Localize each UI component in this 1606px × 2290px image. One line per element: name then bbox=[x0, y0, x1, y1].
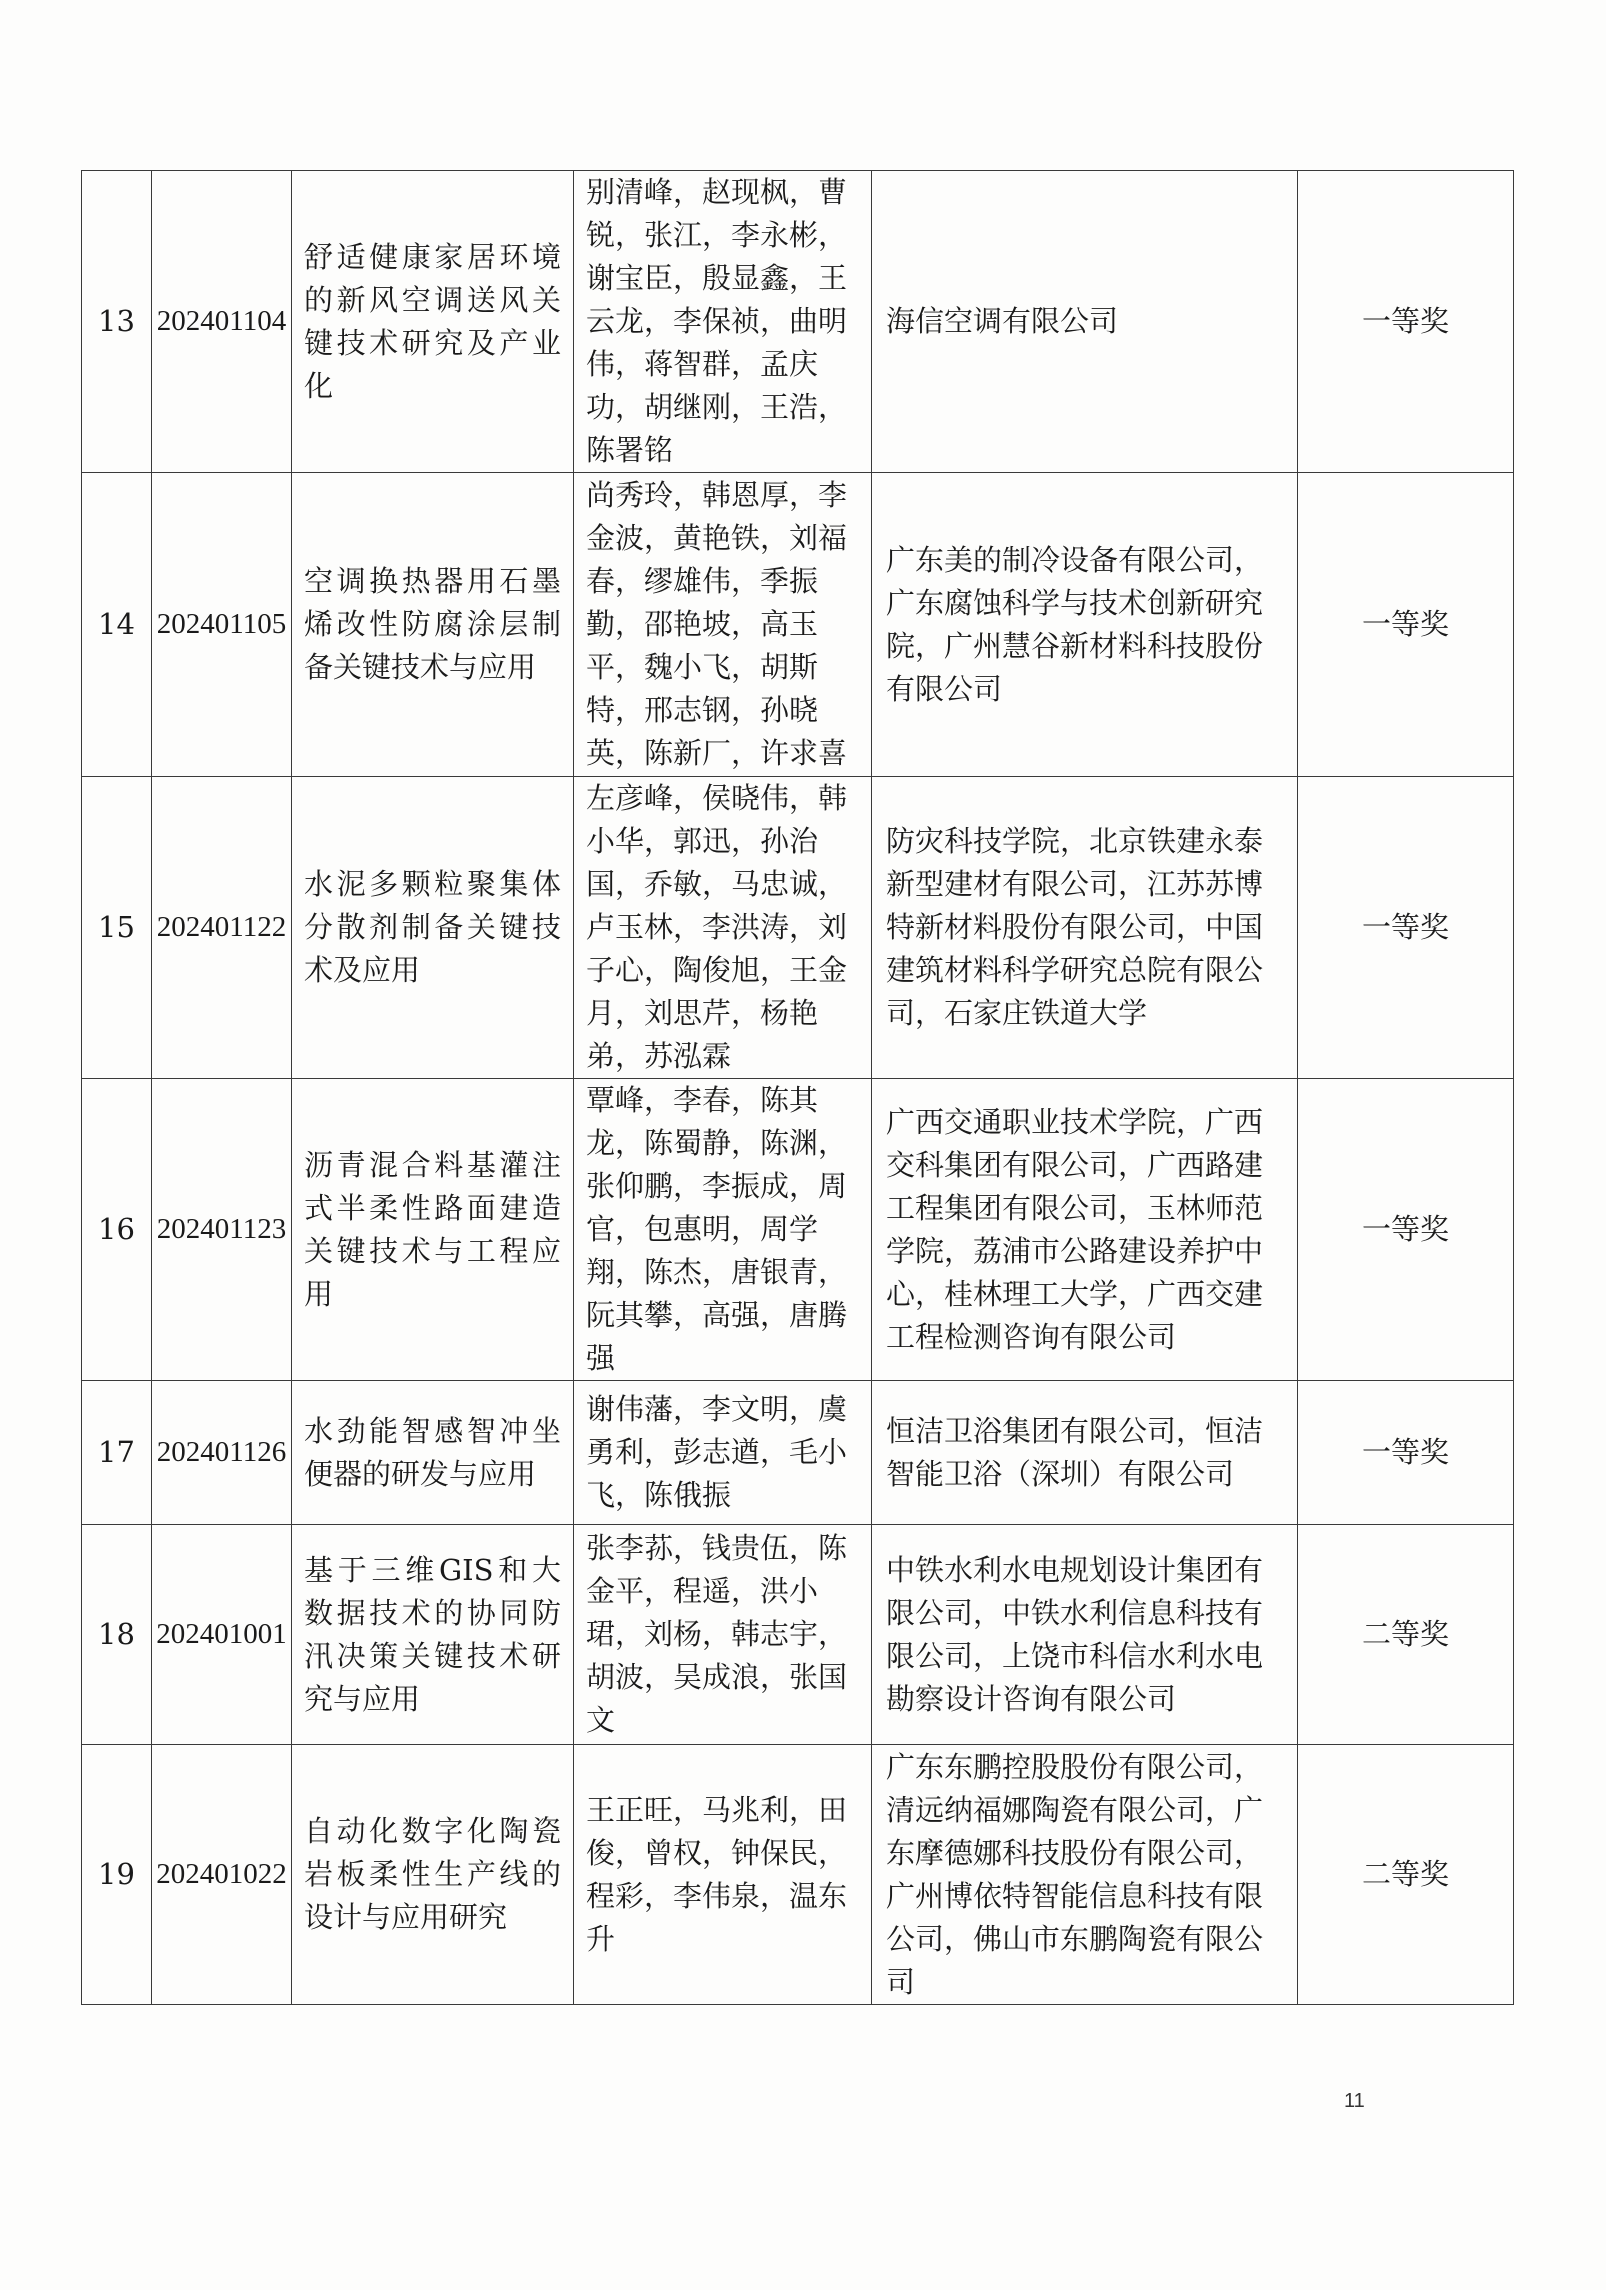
row-number-cell bbox=[82, 1381, 152, 1525]
award-level: 一等奖 bbox=[1361, 910, 1449, 944]
award-level: 二等奖 bbox=[1361, 1617, 1449, 1651]
project-title: 空调换热器用石墨烯改性防腐涂层制备关键技术与应用 bbox=[304, 564, 561, 684]
project-title-cell bbox=[292, 777, 574, 1079]
contributors-cell bbox=[574, 473, 872, 777]
award-level-cell bbox=[1298, 1745, 1514, 2005]
project-id: 202401001 bbox=[156, 1618, 287, 1650]
contributors: 覃峰，李春，陈其龙，陈蜀静，陈渊，张仰鹏，李振成，周官，包惠明，周学翔，陈杰，唐银青，阮其攀，高强，唐腾强 bbox=[586, 1083, 848, 1375]
table-row bbox=[82, 171, 1514, 473]
award-level: 一等奖 bbox=[1361, 304, 1449, 338]
project-title: 水泥多颗粒聚集体分散剂制备关键技术及应用 bbox=[304, 867, 561, 987]
project-id-cell bbox=[152, 171, 292, 473]
award-level-cell bbox=[1298, 171, 1514, 473]
organizations-cell bbox=[872, 777, 1298, 1079]
organizations-cell bbox=[872, 171, 1298, 473]
table-row bbox=[82, 1381, 1514, 1525]
organizations: 防灾科技学院，北京铁建永泰新型建材有限公司，江苏苏博特新材料股份有限公司，中国建筑材料科学研究总院有限公司，石家庄铁道大学 bbox=[886, 824, 1264, 1030]
organizations-cell bbox=[872, 1381, 1298, 1525]
row-number: 19 bbox=[98, 1857, 135, 1891]
contributors: 别清峰，赵现枫，曹锐，张江，李永彬，谢宝臣，殷显鑫，王云龙，李保祯，曲明伟，蒋智群，孟庆功，胡继刚，王浩，陈署铭 bbox=[586, 175, 848, 467]
project-title-cell bbox=[292, 473, 574, 777]
contributors: 尚秀玲，韩恩厚，李金波，黄艳铁，刘福春，缪雄伟，季振勤，邵艳坡，高玉平，魏小飞，胡斯特，邢志钢，孙晓英，陈新厂，许求喜 bbox=[586, 478, 848, 770]
project-id-cell bbox=[152, 1381, 292, 1525]
project-id-cell bbox=[152, 1079, 292, 1381]
row-number-cell bbox=[82, 171, 152, 473]
row-number-cell bbox=[82, 1525, 152, 1745]
organizations: 恒洁卫浴集团有限公司，恒洁智能卫浴（深圳）有限公司 bbox=[886, 1413, 1264, 1491]
row-number: 17 bbox=[98, 1435, 135, 1469]
project-id-cell bbox=[152, 1745, 292, 2005]
project-id-cell bbox=[152, 473, 292, 777]
contributors-cell bbox=[574, 171, 872, 473]
project-id-cell bbox=[152, 1525, 292, 1745]
awards-table bbox=[81, 170, 1514, 2005]
row-number: 13 bbox=[98, 304, 135, 338]
organizations-cell bbox=[872, 473, 1298, 777]
organizations-cell bbox=[872, 1745, 1298, 2005]
row-number: 18 bbox=[98, 1617, 135, 1651]
project-title: 沥青混合料基灌注式半柔性路面建造关键技术与工程应用 bbox=[304, 1147, 561, 1311]
contributors: 谢伟藩，李文明，虞勇利，彭志遒，毛小飞，陈俄振 bbox=[586, 1392, 848, 1512]
row-number: 15 bbox=[98, 910, 135, 944]
project-title: 基于三维GIS和大数据技术的协同防汛决策关键技术研究与应用 bbox=[304, 1552, 561, 1716]
project-id: 202401126 bbox=[156, 1436, 287, 1468]
project-title-cell bbox=[292, 1745, 574, 2005]
award-level: 二等奖 bbox=[1361, 1857, 1449, 1891]
award-level: 一等奖 bbox=[1361, 1435, 1449, 1469]
organizations-cell bbox=[872, 1079, 1298, 1381]
organizations: 广东美的制冷设备有限公司，广东腐蚀科学与技术创新研究院，广州慧谷新材料科技股份有限公司 bbox=[886, 542, 1264, 706]
project-title-cell bbox=[292, 1381, 574, 1525]
row-number: 14 bbox=[98, 607, 135, 641]
award-level-cell bbox=[1298, 1381, 1514, 1525]
contributors: 张李荪，钱贵伍，陈金平，程遥，洪小珺，刘杨，韩志宇，胡波，吴成浪，张国文 bbox=[586, 1531, 848, 1737]
award-level-cell bbox=[1298, 473, 1514, 777]
contributors-cell bbox=[574, 1079, 872, 1381]
table-row bbox=[82, 777, 1514, 1079]
table-row bbox=[82, 473, 1514, 777]
project-id: 202401122 bbox=[156, 911, 287, 943]
project-id-cell bbox=[152, 777, 292, 1079]
award-level: 一等奖 bbox=[1361, 1212, 1449, 1246]
project-title: 水劲能智感智冲坐便器的研发与应用 bbox=[304, 1413, 561, 1491]
organizations: 广东东鹏控股股份有限公司，清远纳福娜陶瓷有限公司，广东摩德娜科技股份有限公司，广州博依特智能信息科技有限公司，佛山市东鹏陶瓷有限公司 bbox=[886, 1749, 1264, 1999]
contributors: 左彦峰，侯晓伟，韩小华，郭迅，孙治国，乔敏，马忠诚，卢玉林，李洪涛，刘子心，陶俊旭，王金月，刘思芹，杨艳弟，苏泓霖 bbox=[586, 781, 848, 1073]
project-id: 202401105 bbox=[156, 608, 287, 640]
organizations: 海信空调有限公司 bbox=[886, 304, 1119, 338]
award-level-cell bbox=[1298, 777, 1514, 1079]
contributors-cell bbox=[574, 1745, 872, 2005]
organizations: 中铁水利水电规划设计集团有限公司，中铁水利信息科技有限公司，上饶市科信水利水电勘察设计咨询有限公司 bbox=[886, 1552, 1264, 1716]
row-number-cell bbox=[82, 777, 152, 1079]
project-title-cell bbox=[292, 171, 574, 473]
page-number: 11 bbox=[1344, 2090, 1365, 2112]
organizations: 广西交通职业技术学院，广西交科集团有限公司，广西路建工程集团有限公司，玉林师范学院，荔浦市公路建设养护中心，桂林理工大学，广西交建工程检测咨询有限公司 bbox=[886, 1104, 1264, 1354]
row-number-cell bbox=[82, 1079, 152, 1381]
row-number-cell bbox=[82, 1745, 152, 2005]
row-number: 16 bbox=[98, 1212, 135, 1246]
award-level-cell bbox=[1298, 1079, 1514, 1381]
project-title-cell bbox=[292, 1525, 574, 1745]
table-row bbox=[82, 1745, 1514, 2005]
project-id: 202401104 bbox=[156, 305, 287, 337]
row-number-cell bbox=[82, 473, 152, 777]
contributors-cell bbox=[574, 777, 872, 1079]
project-id: 202401123 bbox=[156, 1213, 287, 1245]
contributors-cell bbox=[574, 1525, 872, 1745]
table-row bbox=[82, 1079, 1514, 1381]
project-title-cell bbox=[292, 1079, 574, 1381]
organizations-cell bbox=[872, 1525, 1298, 1745]
contributors-cell bbox=[574, 1381, 872, 1525]
table-row bbox=[82, 1525, 1514, 1745]
award-level-cell bbox=[1298, 1525, 1514, 1745]
contributors: 王正旺，马兆利，田俊，曾权，钟保民，程彩，李伟泉，温东升 bbox=[586, 1792, 848, 1956]
project-title: 自动化数字化陶瓷岩板柔性生产线的设计与应用研究 bbox=[304, 1814, 561, 1934]
project-title: 舒适健康家居环境的新风空调送风关键技术研究及产业化 bbox=[304, 239, 561, 403]
project-id: 202401022 bbox=[156, 1858, 287, 1890]
award-level: 一等奖 bbox=[1361, 607, 1449, 641]
